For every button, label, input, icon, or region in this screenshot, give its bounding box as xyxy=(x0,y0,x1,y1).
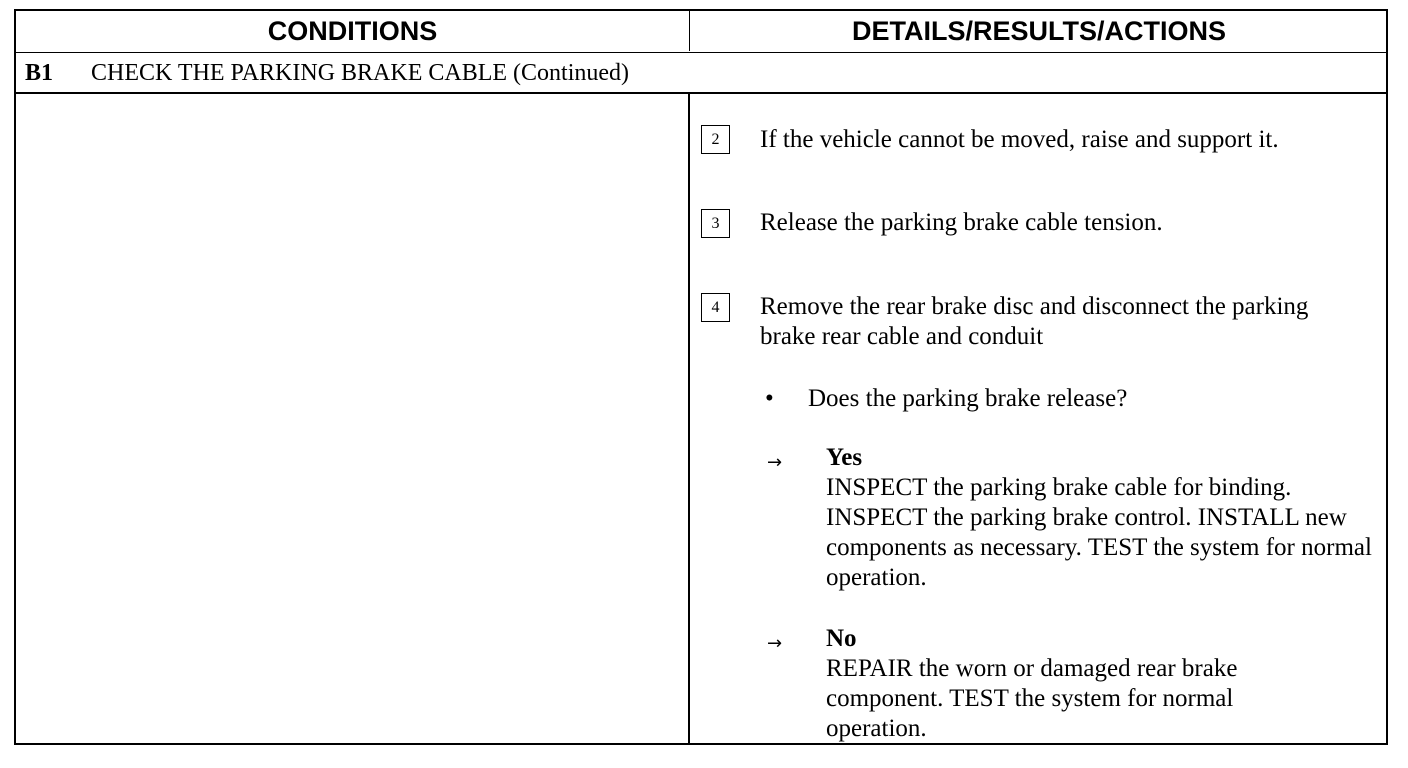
arrow-right-icon: → xyxy=(767,452,783,473)
step-text: If the vehicle cannot be moved, raise and support it. xyxy=(760,126,1279,153)
step-number-box: 2 xyxy=(701,125,730,154)
conditions-header: CONDITIONS xyxy=(16,11,690,51)
answer-text: REPAIR the worn or damaged rear brake component. TEST the system for normal operation. xyxy=(826,655,1238,742)
details-header: DETAILS/RESULTS/ACTIONS xyxy=(851,16,1226,46)
section-code: B1 xyxy=(25,60,54,86)
details-cell xyxy=(690,94,1388,745)
answer-no xyxy=(826,624,1326,744)
section-heading-row xyxy=(16,53,1386,94)
answer-title: No xyxy=(826,625,857,652)
question-text: Does the parking brake release? xyxy=(808,385,1128,412)
answer-title: Yes xyxy=(826,444,863,471)
step-number-box: 4 xyxy=(701,293,730,322)
arrow-right-icon: → xyxy=(767,633,783,654)
answer-yes xyxy=(826,443,1386,593)
table-header-row xyxy=(16,11,1386,53)
section-title: CHECK THE PARKING BRAKE CABLE (Continued) xyxy=(91,60,630,86)
diagnostic-table xyxy=(14,9,1388,745)
step-text: Release the parking brake cable tension. xyxy=(760,209,1163,236)
step-text: Remove the rear brake disc and disconnect the parking brake rear cable and conduit xyxy=(760,293,1309,350)
conditions-cell xyxy=(16,94,690,745)
bullet-icon: • xyxy=(765,385,774,412)
answer-text: INSPECT the parking brake cable for binding. INSPECT the parking brake control. INSTALL new components as necessary. TEST the system for normal operation. xyxy=(826,474,1372,591)
step-number-box: 3 xyxy=(701,209,730,238)
